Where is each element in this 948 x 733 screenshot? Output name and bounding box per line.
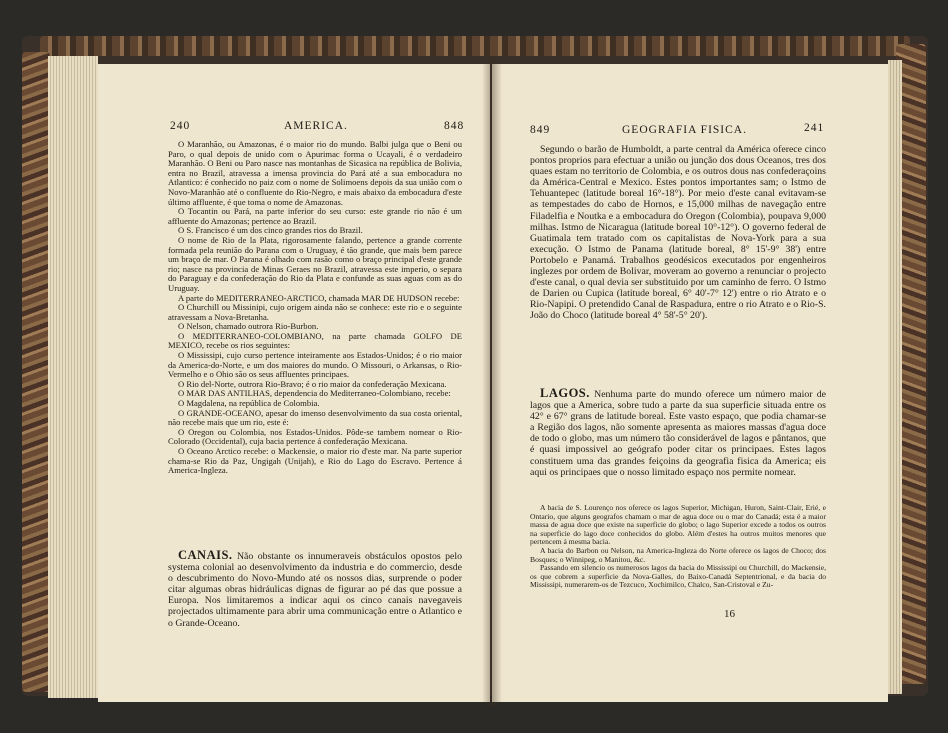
- left-running-head: AMERICA.: [284, 120, 348, 132]
- right-page-number: 241: [804, 122, 825, 134]
- left-page-number: 240: [170, 120, 191, 132]
- para-mississipi: O Mississipi, cujo curso pertence inteiramente aos Estados-Unidos; é o rio maior da America-do-Norte, e um dos maiores do mundo. O Missouri, o Arkansas, o Rio-Vermelho e o Ohio são os seus affluentes principaes.: [168, 350, 462, 380]
- left-body-text: [168, 140, 462, 530]
- para-nelson: O Nelson, chamado outrora Rio-Burbon.: [178, 321, 319, 332]
- para-churchill: O Churchill ou Missinipi, cujo origem ainda não se conhece: este rio e o seguinte atravessam a Nova-Bretanha.: [168, 302, 462, 322]
- page-edges-right: [888, 60, 902, 694]
- right-running-head: GEOGRAFIA FISICA.: [622, 124, 747, 136]
- page-edges-left: [48, 56, 98, 698]
- para-hudson: A parte do MEDITERRANEO-ARCTICO, chamada MAR DE HUDSON recebe:: [178, 292, 460, 303]
- right-old-page-number: 849: [530, 124, 551, 136]
- right-lagos-section: [530, 388, 826, 500]
- para-plata: O nome de Rio de la Plata, rigorosamente falando, pertence a grande corrente formada pela reunião do Parana com o Uruguay, é tão grande, que mais bem parece um braço de mar. O Parana é olhado com rasão como o braço principal d'este grande rio; nasce na provincia de Minas Geraes no Brazil, atravessa este imperio, o separa do Paraguay e da confederação do Rio da Plata e confunde as suas aguas com as do Uruguay.: [168, 234, 462, 293]
- right-footnotes: [530, 504, 826, 642]
- left-page: [98, 64, 490, 702]
- para-grande-oceano: O GRANDE-OCEANO, apesar do imenso desenvolvimento da sua costa oriental, não recebe mais que um rio, este é:: [168, 407, 462, 428]
- footnote-saint-lourenco: A bacia de S. Lourenço nos oferece os lagos Superior, Michigan, Huron, Saint-Clair, Erié, e Ontario, que alguns geografos chamam o mar de agua doce ou o mar do Canadá; esta é a maior massa de agua doce que existe na superficie do globo; o lago Superior excede a todos os outros na superficie do lago doce conhecidos do globo. Além d'estes ha outros muitos menores que pertencem á mesma bacia.: [530, 503, 826, 547]
- para-sfrancisco: O S. Francisco é um dos cinco grandes rios do Brazil.: [178, 225, 363, 236]
- right-canal-text: [530, 144, 826, 386]
- para-oregon: O Oregon ou Colombia, nos Estados-Unidos. Pôde-se tambem nomear o Rio-Colorado (Occidental), cuja bacia pertence á confederação Mexicana.: [168, 426, 462, 447]
- para-magdalena: O Magdalena, na república de Colombia.: [178, 398, 320, 409]
- para-humboldt: Segundo o barão de Humboldt, a parte central da América oferece cinco pontos proprios para efectuar a união ou junção dos dous Oceanos, tres dos quaes estam no territorio de Colombia, e os outros dous nas confederaçoins da América-Central e Mexico. Estes pontos importantes sam; o Istmo de Tehuantepec (latitude boreal 16°-18°). Por meio d'este canal evitavam-se as tempestades do cabo de Hornos, e 15,000 milhas de navegação entre Filadelfia e Noutka e a embocadura do Oregon (Colombia), poupava 9,000 milhas. Istmo de Nicaragua (latitude boreal 10°-12°). O governo federal de Guatimala tem tratado com os capitalistas de Nova-York para a sua execução. O Istmo de Panama (latitude boreal, 8° 15'-9° 38') entre Portobelo e Panamá. Trabalhos geodésicos executados por engenheiros inglezes por ordem de Bolivar, moveram ao governo a renunciar o projecto d'este canal, o qual devia ser substituido por um caminho de ferro. O Istmo de Darien ou Cupica (latitude boreal, 6° 40'-7° 12') entre o rio Atrato e o Rio-Napipi. O pretendido Canal de Raspadura, entre o rio Atrato e o Rio-S. João do Choco (latitude boreal 4° 58'-5° 20').: [530, 144, 826, 322]
- para-antilhas: O MAR DAS ANTILHAS, dependencia do Mediterraneo-Colombiano, recebe:: [178, 388, 451, 399]
- para-rio-norte: O Rio del-Norte, outrora Rio-Bravo; é o rio maior da confederação Mexicana.: [178, 378, 447, 389]
- signature-mark: 16: [724, 608, 735, 620]
- section-title-canais: CANAIS.: [178, 548, 233, 562]
- para-golfo-mexico: O MEDITERRANEO-COLOMBIANO, na parte chamada GOLFO DE MEXICO, recebe os rios seguintes:: [168, 330, 462, 351]
- footnote-mississipi: Passando em silencio os numerosos lagos da bacia do Mississipi ou Churchill, do Mackensie, os que cobrem a superficie da Nova-Galles, do Baixo-Canadá Septentrional, e da bacia do Mississipi, numerarem-os de Tezcuco, Xochimilco, Chalco, San-Cristoval e Zu-: [530, 563, 826, 590]
- left-old-page-number: 848: [444, 120, 465, 132]
- book-gutter: [482, 58, 502, 706]
- marbled-cover-left: [22, 52, 50, 692]
- lagos-text: Nenhuma parte do mundo oferece um número maior de lagos que a America, sobre tudo a parte da sua superficie situada entre os 42° e 67° grans de latitude boreal. Este vasto espaço, que podia chamar-se a Região dos lagos, não somente apresenta as maiores massas d'agua doce de todo o globo, mas um número tão considerável de lagos e pântanos, que é quasi impossivel ao geógrafo poder citar os principaes. Estes lagos constituem uma das grandes feiçoins da geografia fisica da America; eis aqui os principaes que o nosso limitado espaço nos permite nomear.: [530, 389, 826, 478]
- para-tocantin: O Tocantin ou Pará, na parte inferior do seu curso: este grande rio não é um affluente do Amazonas; pertence ao Brazil.: [168, 206, 462, 226]
- para-maranhao: O Maranhão, ou Amazonas, é o maior rio do mundo. Balbi julga que o Beni ou Paro, o qual depois de unido com o Apurimac forma o Ucayali, é o verdadeiro Maranhão. O Beni ou Paro nasce nas montanhas de Sicasica na república de Bolivia, entra no Brazil, atravessa a imensa provincia do Pará até a sua embocadura no Atlantico: é conhecido no paiz com o nome de Solimoens depois da sua união com o Novo-Maranhão até o confluente do Rio-Negro, e mais abaixo da embocadura d'este último affluente, é que toma o nome de Amazonas.: [168, 139, 462, 207]
- canais-text: Não obstante os innumeraveis obstáculos opostos pelo systema colonial ao desenvolvimento da industria e do commercio, desde o descubrimento do Novo-Mundo até os nossos dias, surprende o poder citar algumas obras hidráulicas dignas de figurar ao pé das que possue a Europa. Nos limitaremos a indicar aqui os cinco canais navegaveis projectados ultimamente para abrir uma communicação entre o Atlantico e o Grande-Oceano.: [168, 551, 462, 629]
- para-arctico: O Oceano Arctico recebe: o Mackensie, o maior rio d'este mar. Na parte superior chama-se Rio da Paz, Ungigah (Unijah), e Rio do Lago do Escravo. Pertence á America-Ingleza.: [168, 446, 462, 476]
- section-title-lagos: LAGOS.: [540, 386, 590, 400]
- marbled-cover-top: [40, 36, 910, 56]
- footnote-nelson: A bacia do Barbon ou Nelson, na America-Ingleza do Norte oferece os lagos de Choco; dos Bosques; o Winnipeg, o Manitou, &c.: [530, 545, 826, 564]
- right-page: [492, 64, 888, 702]
- left-canais-section: [168, 550, 462, 686]
